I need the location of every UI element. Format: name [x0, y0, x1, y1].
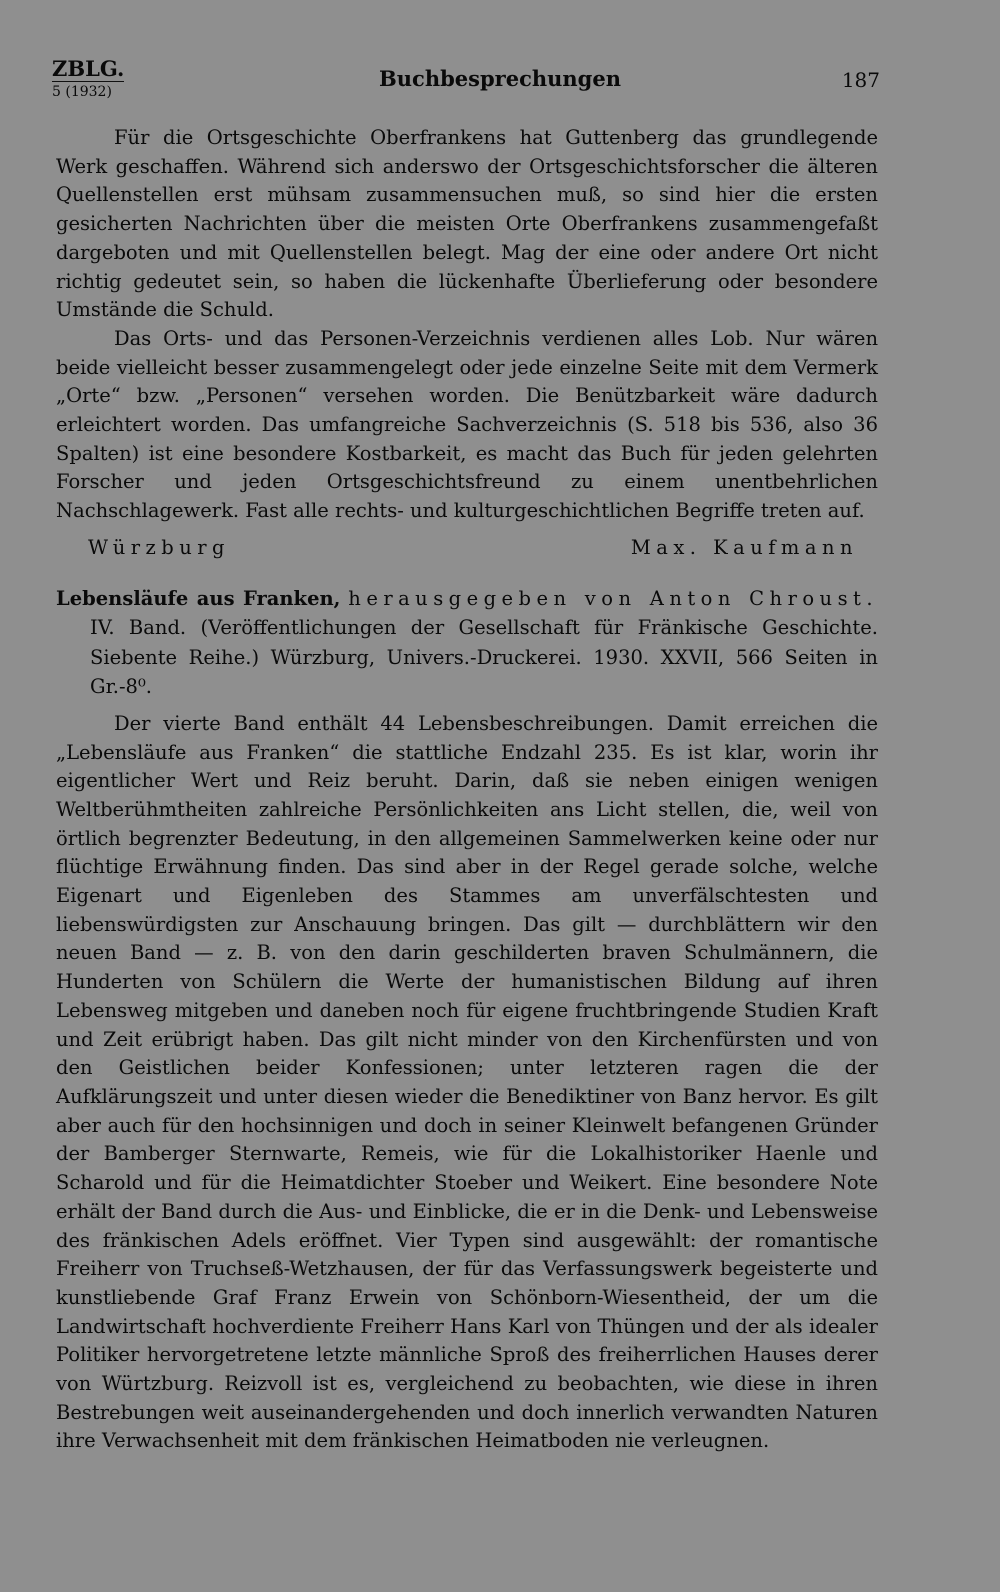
book-editor: herausgegeben von Anton Chroust.	[348, 586, 878, 610]
signature-place: Würzburg	[88, 536, 230, 560]
review-paragraph: Für die Ortsgeschichte Oberfrankens hat Guttenberg das grundlegende Werk geschaffen. Während sich anderswo der Ortsgeschichtsforscher die älteren Quellenstellen erst mühsam zusammensuchen muß, so sind hier die ersten gesicherten Nachrichten über die meisten Orte Oberfrankens zusammengefaßt dargeboten und mit Quellenstellen belegt. Mag der eine oder andere Ort nicht richtig gedeutet sein, so haben die lückenhafte Überlieferung oder besondere Umstände die Schuld.	[56, 126, 878, 322]
journal-abbreviation: ZBLG.	[52, 56, 125, 81]
page-body	[56, 124, 878, 1456]
review-paragraph: Der vierte Band enthält 44 Lebensbeschreibungen. Damit erreichen die „Lebensläufe aus Franken“ die stattliche Endzahl 235. Es ist klar, worin ihr eigentlicher Wert und Reiz beruht. Darin, daß sie neben einigen wenigen Weltberühmtheiten zahlreiche Persönlichkeiten ans Licht stellen, die, weil von örtlich begrenzter Bedeutung, in den allgemeinen Sammelwerken keine oder nur flüchtige Erwähnung finden. Das sind aber in der Regel gerade solche, welche Eigenart und Eigenleben des Stammes am unverfälschtesten und liebenswürdigsten zur Anschauung bringen. Das gilt — durchblättern wir den neuen Band — z. B. von den darin geschilderten braven Schulmännern, die Hunderten von Schülern die Werte der humanistischen Bildung auf ihren Lebensweg mitgeben und daneben noch für eigene fruchtbringende Studien Kraft und Zeit erübrigt haben. Das gilt nicht minder von den Kirchenfürsten und von den Geistlichen beider Konfessionen; unter letzteren ragen die der Aufklärungszeit und unter diesen wieder die Benediktiner von Banz hervor. Es gilt aber auch für den hochsinnigen und doch in seiner Kleinwelt befangenen Gründer der Bamberger Sternwarte, Remeis, wie für die Lokalhistoriker Haenle und Scharold und für die Heimatdichter Stoeber und Weikert. Eine besondere Note erhält der Band durch die Aus- und Einblicke, die er in die Denk- und Lebensweise des fränkischen Adels eröffnet. Vier Typen sind ausgewählt: der romantische Freiherr von Truchseß-Wetzhausen, der für das Verfassungswerk begeisterte und kunstliebende Graf Franz Erwein von Schönborn-Wiesentheid, der um die Landwirtschaft hochverdiente Freiherr Hans Karl von Thüngen und der als idealer Politiker hervorgetretene letzte männliche Sproß des freiherrlichen Hauses derer von Würtzburg. Reizvoll ist es, vergleichend zu beobachten, wie diese in ihren Bestrebungen weit auseinandergehenden und doch innerlich verwandten Naturen ihre Verwachsenheit mit dem fränkischen Heimatboden nie verleugnen.	[56, 711, 878, 1453]
page-number: 187	[841, 68, 880, 92]
bibliographic-entry	[56, 584, 878, 702]
review-paragraph: Das Orts- und das Personen-Verzeichnis verdienen alles Lob. Nur wären beide vielleicht besser zusammengelegt oder jede einzelne Seite mit dem Vermerk „Orte“ bzw. „Personen“ versehen worden. Die Benützbarkeit wäre dadurch erleichtert worden. Das umfangreiche Sachverzeichnis (S. 518 bis 536, also 36 Spalten) ist eine besondere Kostbarkeit, es macht das Buch für jeden gelehrten Forscher und jeden Ortsgeschichtsfreund zu einem unentbehrlichen Nachschlagewerk. Fast alle rechts- und kulturgeschichtlichen Begriffe treten auf.	[56, 326, 878, 523]
signature-reviewer: Max. Kaufmann	[630, 536, 858, 560]
volume-year: 5 (1932)	[52, 84, 112, 100]
book-details: IV. Band. (Veröffentlichungen der Gesellschaft für Fränkische Geschichte. Siebente Reihe.) Würzburg, Univers.-Druckerei. 1930. XXVII, 566 Seiten in Gr.-8⁰.	[90, 616, 878, 699]
review-signature	[56, 526, 878, 570]
book-title: Lebensläufe aus Franken,	[56, 586, 341, 610]
running-title: Buchbesprechungen	[379, 66, 621, 91]
